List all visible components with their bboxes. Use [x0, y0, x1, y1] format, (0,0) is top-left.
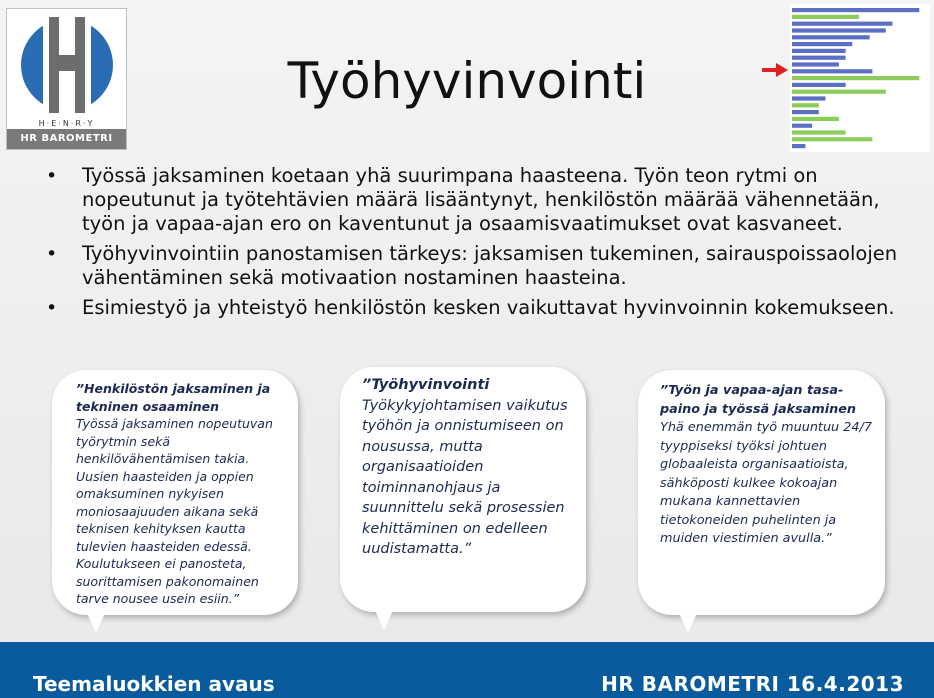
bullet-item: • Esimiestyö ja yhteistyö henkilöstön kesken vaikuttavat hyvinvoinnin kokemukseen.: [46, 296, 906, 320]
bullet-list: [46, 164, 906, 326]
thumbnail-bar: [792, 8, 919, 12]
thumbnail-bar: [792, 110, 819, 114]
thumbnail-bar: [792, 83, 846, 87]
thumbnail-bar: [792, 35, 870, 39]
thumbnail-bar: [792, 130, 846, 134]
bubble-tail: [374, 608, 394, 630]
quote-bubble: [52, 370, 298, 615]
quote-body: Työssä jaksaminen nopeutuvan työrytmin sekä henkilövähentämisen takia. Uusien haasteiden ja oppien omaksuminen nykyisen moniosaajuuden aikana sekä teknisen kehityksen kautta tulevien haasteiden edessä. Koulutukseen ei panosteta, suorittamisen pakonomainen tarve nousee usein esiin.”: [76, 416, 273, 606]
quote-bubble: [340, 367, 586, 612]
thumbnail-bar: [792, 96, 826, 100]
henry-h-logo-icon: [13, 15, 121, 115]
bullet-item: • Työssä jaksaminen koetaan yhä suurimpana haasteena. Työn teon rytmi on nopeutunut ja työtehtävien määrä lisääntynyt, henkilöstön määrää vähennetään, työn ja vapaa-ajan ero on kaventunut ja osaamisvaatimukset ovat kasvaneet.: [46, 164, 906, 236]
thumbnail-bar: [792, 62, 839, 66]
quote-heading: ”Työn ja vapaa-ajan tasa-paino ja työssä jaksaminen: [660, 383, 856, 417]
bubble-tail: [678, 611, 698, 633]
thumbnail-bar: [792, 144, 805, 148]
thumbnail-bar: [792, 117, 839, 121]
thumbnail-bar: [792, 103, 819, 107]
thumbnail-bar: [792, 137, 872, 141]
thumbnail-bar: [792, 15, 859, 19]
footer-date: HR BAROMETRI 16.4.2013: [601, 672, 904, 696]
footer-section-title: Teemaluokkien avaus: [33, 672, 275, 696]
bubble-tail: [86, 611, 106, 633]
bullet-item: • Työhyvinvointiin panostamisen tärkeys: jaksamisen tukeminen, sairauspoissaolojen vähentäminen sekä motivaation nostaminen haasteina.: [46, 242, 906, 290]
thumbnail-bar: [792, 42, 852, 46]
henry-logo: [6, 8, 127, 150]
footer-bar: [0, 642, 934, 698]
logo-band: HR BAROMETRI: [7, 129, 126, 149]
thumbnail-bar: [792, 124, 812, 128]
quote-bubble: [638, 370, 885, 615]
thumbnail-bar: [792, 22, 893, 26]
quote-heading: ”Työhyvinvointi: [362, 377, 490, 393]
quote-heading: ”Henkilöstön jaksaminen ja tekninen osaaminen: [76, 381, 271, 414]
logo-tagline: H·E·N·R·Y: [38, 119, 95, 128]
thumbnail-bar: [792, 49, 846, 53]
slide-title: Työhyvinvointi: [287, 52, 647, 110]
quote-body: Yhä enemmän työ muuntuu 24/7 tyyppiseksi työksi johtuen globaaleista organisaatioista, sähköposti kulkee kokoajan mukana kannettavien tietokoneiden puhelinten ja muiden viestimien avulla.”: [660, 420, 872, 546]
quote-body: Työkykyjohtamisen vaikutus työhön ja onnistumiseen on nousussa, mutta organisaatioiden toiminnanohjaus ja suunnittelu sekä prosessien kehittäminen on edelleen uudistamatta.”: [362, 397, 568, 557]
thumbnail-bar-chart: [790, 4, 930, 152]
red-arrow-icon: [762, 62, 790, 78]
thumbnail-bar: [792, 76, 919, 80]
thumbnail-bar: [792, 56, 846, 60]
thumbnail-bar: [792, 69, 872, 73]
thumbnail-bar: [792, 90, 886, 94]
thumbnail-bar: [792, 28, 886, 32]
